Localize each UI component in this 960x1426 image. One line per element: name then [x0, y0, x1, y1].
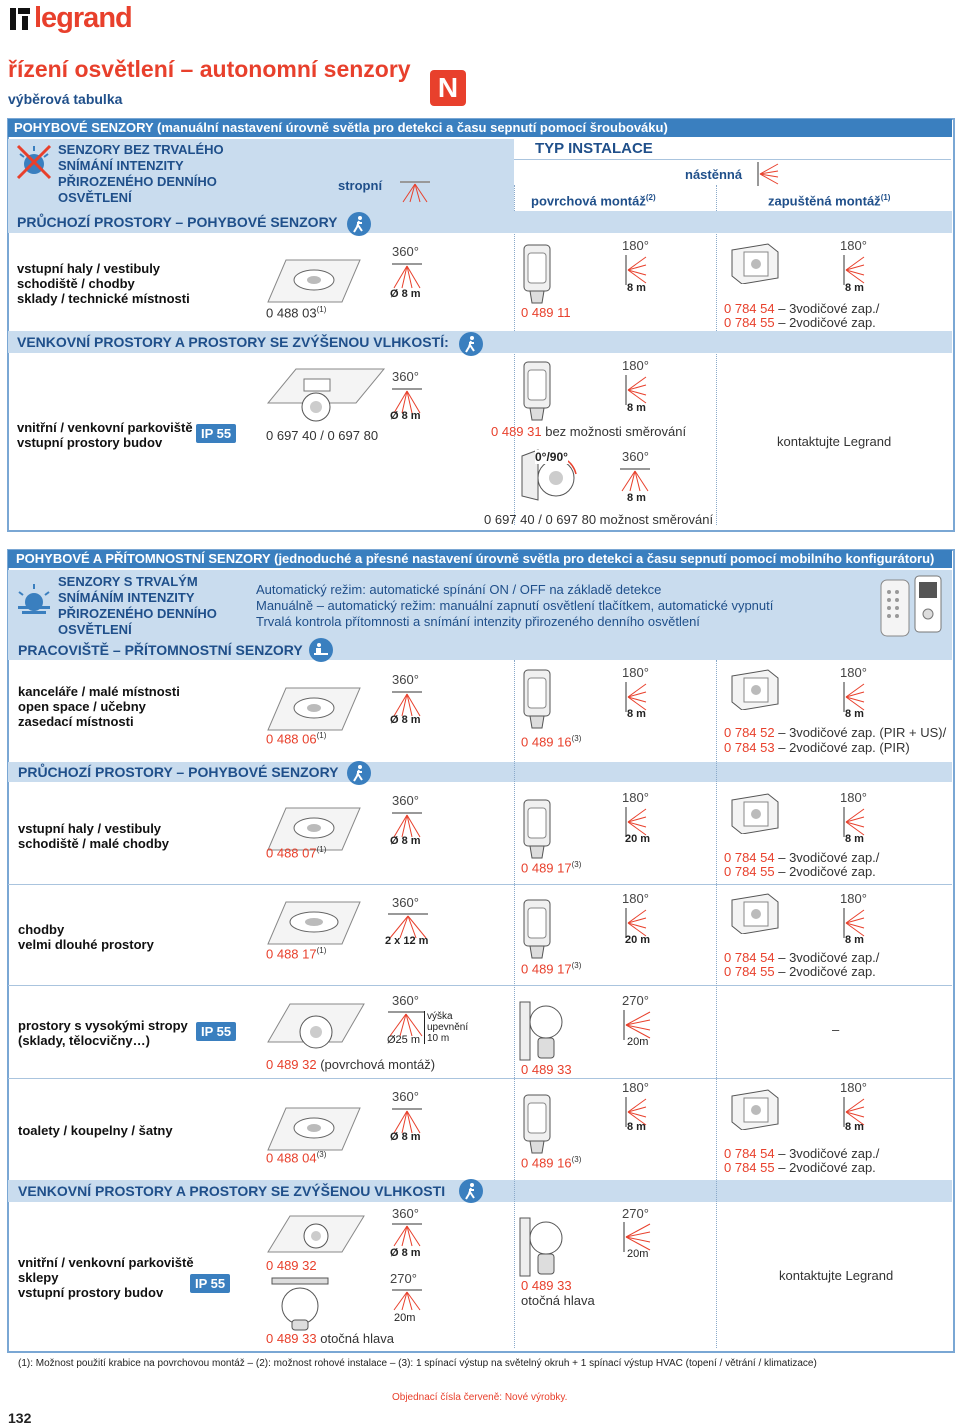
row-divider	[8, 1078, 952, 1079]
ceiling-sensor-product	[266, 258, 362, 304]
code-text: 0 784 55	[724, 315, 775, 330]
code-desc: – 2vodičové zap.	[774, 1160, 876, 1175]
coverage-angle: 360°	[392, 895, 419, 910]
code-note: (3)	[571, 1155, 582, 1164]
wall-coverage-icon	[842, 255, 866, 285]
coverage-angle: 180°	[840, 790, 867, 805]
coverage-range: Ø 8 m	[390, 1131, 421, 1143]
contact-legrand: kontaktujte Legrand	[779, 1268, 894, 1283]
contact-legrand: kontaktujte Legrand	[777, 434, 892, 449]
ip-rating-badge: IP 55	[190, 1274, 230, 1293]
product-code	[521, 860, 581, 875]
code-text: 0 489 17	[521, 860, 572, 876]
coverage-cone-icon	[392, 1222, 422, 1248]
zapustena-label: zapuštěná montáž	[768, 193, 881, 209]
label-line: vnitřní / venkovní parkoviště	[17, 420, 193, 435]
type-line1: SENZORY S TRVALÝM	[58, 574, 198, 589]
stropni-header: stropní	[338, 178, 383, 193]
type-line1: SENZORY BEZ TRVALÉHO	[58, 142, 224, 157]
typ-instalace-header: TYP INSTALACE	[535, 140, 653, 157]
coverage-angle: 360°	[392, 1089, 419, 1104]
flush-sensor-product	[730, 792, 780, 834]
coverage-angle: 180°	[840, 665, 867, 680]
s2-row2-label	[18, 821, 169, 851]
code-note: (1)	[316, 845, 327, 854]
code-text: 0 489 16	[521, 1155, 572, 1171]
coverage-range: Ø 8 m	[390, 288, 421, 300]
label-line: open space / učebny	[18, 699, 146, 714]
sun-cloud-icon	[14, 582, 54, 616]
col-divider	[716, 185, 717, 525]
coverage-range: 8 m	[845, 934, 864, 946]
label-line: toalety / koupelny / šatny	[18, 1123, 173, 1138]
code-note: (1)	[316, 731, 327, 740]
s1-row1-label	[17, 261, 190, 306]
product-code-line	[266, 1057, 435, 1072]
coverage-range: 20m	[627, 1248, 649, 1260]
nastenna-header: nástěnná	[685, 167, 743, 182]
product-code-line	[724, 864, 876, 879]
product-code	[266, 1150, 326, 1165]
coverage-angle: 180°	[622, 358, 649, 373]
flush-sensor-product	[730, 892, 780, 934]
coverage-range: Ø 8 m	[390, 410, 421, 422]
height-line: upevnění	[427, 1022, 469, 1033]
coverage-range: 20m	[394, 1312, 416, 1324]
col-divider	[514, 185, 515, 525]
mounting-height	[424, 1011, 468, 1044]
s1-cat1-title: PRŮCHOZÍ PROSTORY – POHYBOVÉ SENZORY	[17, 214, 338, 230]
label-line: vnitřní / venkovní parkoviště	[18, 1255, 194, 1270]
label-line: prostory s vysokými stropy	[18, 1018, 188, 1033]
dome-sensor-product	[270, 1276, 330, 1332]
s1-cat2-title: VENKOVNÍ PROSTORY A PROSTORY SE ZVÝŠENOU VLHKOSTÍ:	[17, 334, 449, 350]
type-line3: PŘIROZENÉHO DENNÍHO	[58, 174, 217, 189]
product-code: 0 489 11	[521, 305, 571, 320]
section2-type-label	[58, 574, 217, 638]
type-line3: PŘIROZENÉHO DENNÍHO	[58, 606, 217, 621]
povrchova-header	[531, 193, 656, 208]
product-code-line	[724, 850, 879, 865]
code-note: (3)	[571, 734, 582, 743]
product-code-line	[724, 1160, 876, 1175]
info-line: Automatický režim: automatické spínání ON / OFF na základě detekce	[256, 582, 662, 597]
flush-sensor-product	[730, 242, 780, 284]
wall-sensor-product	[520, 798, 554, 860]
coverage-range: 20 m	[625, 833, 651, 845]
wall-sensor-product	[520, 1093, 554, 1155]
coverage-angle: 180°	[622, 665, 649, 680]
walking-person-icon	[346, 211, 372, 237]
label-line: vstupní prostory budov	[17, 435, 163, 450]
code-desc: – 2vodičové zap.	[774, 864, 876, 879]
section1-type-label	[58, 142, 224, 206]
coverage-range: 20m	[627, 1036, 649, 1048]
s2-row5-label	[18, 1123, 173, 1138]
coverage-range: 8 m	[845, 282, 864, 294]
s2-row1-label	[18, 684, 180, 729]
code-text: 0 784 54	[724, 950, 775, 965]
type-line2: SNÍMÁNÍM INTENZITY	[58, 590, 195, 605]
coverage-angle: 360°	[392, 244, 419, 259]
product-code-line	[724, 301, 879, 316]
code-desc: – 3vodičové zap./	[774, 950, 880, 965]
label-line: (sklady, tělocvičny…)	[18, 1033, 150, 1048]
coverage-angle: 360°	[392, 993, 419, 1008]
ceiling-sensor-product	[266, 1106, 362, 1152]
not-available: –	[832, 1022, 840, 1037]
zapustena-header	[768, 193, 890, 208]
code-text: 0 784 55	[724, 864, 775, 879]
logo-text: legrand	[34, 2, 132, 34]
ceiling-sensor-icon	[400, 180, 430, 204]
code-text: 0 488 04	[266, 1150, 317, 1166]
product-code-line	[266, 1331, 394, 1346]
product-note: otočná hlava	[521, 1293, 595, 1308]
desk-person-icon	[308, 637, 334, 663]
walking-person-icon	[458, 1178, 484, 1204]
ceiling-sensor-product	[266, 900, 362, 946]
code-desc: – 3vodičové zap./	[774, 301, 880, 316]
row-divider	[8, 985, 952, 986]
zapustena-note: (1)	[880, 193, 891, 202]
coverage-angle: 180°	[622, 1080, 649, 1095]
dome-wall-sensor-product	[518, 1216, 566, 1278]
coverage-range: 8 m	[845, 833, 864, 845]
ip-rating-badge: IP 55	[196, 1022, 236, 1041]
coverage-range: 2 x 12 m	[385, 935, 429, 947]
label-line: zasedací místnosti	[18, 714, 134, 729]
high-ceiling-sensor-product	[266, 1002, 366, 1054]
col-divider	[514, 660, 515, 1348]
label-line: vstupní prostory budov	[18, 1285, 164, 1300]
coverage-range: 20 m	[625, 934, 651, 946]
coverage-cone-icon	[392, 1288, 422, 1312]
label-line: kanceláře / malé místnosti	[18, 684, 180, 699]
code-text: 0 488 17	[266, 946, 317, 962]
product-code	[521, 1155, 581, 1170]
wall-sensor-icon	[756, 162, 780, 186]
coverage-range: Ø 8 m	[390, 1247, 421, 1259]
s2-cat3-title: VENKOVNÍ PROSTORY A PROSTORY SE ZVÝŠENOU VLHKOSTI	[18, 1183, 446, 1199]
coverage-range: Ø 8 m	[390, 714, 421, 726]
outdoor-ceiling-sensor-product	[266, 367, 386, 423]
wall-sensor-product	[520, 243, 554, 305]
ceiling-sensor-product	[266, 1214, 366, 1254]
code-desc: – 2vodičové zap.	[774, 964, 876, 979]
product-code-line	[724, 964, 876, 979]
product-code-line	[491, 424, 686, 439]
code-desc: – 2vodičové zap.	[774, 315, 876, 330]
code-text: 0 784 54	[724, 850, 775, 865]
product-code: 0 489 32	[266, 1258, 317, 1273]
coverage-angle: 360°	[622, 449, 649, 464]
ceiling-sensor-product	[266, 686, 362, 732]
code-text: 0 489 31	[491, 424, 542, 439]
code-text: 0 488 07	[266, 845, 317, 861]
product-code	[266, 946, 326, 961]
col-divider	[716, 660, 717, 1348]
wall-sensor-product	[520, 360, 554, 422]
wall-sensor-product	[520, 898, 554, 960]
product-code	[521, 961, 581, 976]
coverage-angle: 180°	[622, 790, 649, 805]
code-desc: bez možnosti směrování	[541, 424, 687, 439]
code-desc: – 2vodičové zap. (PIR)	[774, 740, 910, 755]
product-code-line	[724, 725, 946, 740]
info-line: Manuálně – automatický režim: manuální zapnutí osvětlení tlačítkem, automatické vypnutí	[256, 598, 774, 613]
product-code-line	[484, 512, 713, 527]
swivel-angle: 0°/90°	[535, 450, 568, 464]
type-line4: OSVĚTLENÍ	[58, 190, 132, 205]
s2-cat2-title: PRŮCHOZÍ PROSTORY – POHYBOVÉ SENZORY	[18, 764, 339, 780]
product-code-line	[724, 740, 910, 755]
label-line: schodiště / malé chodby	[18, 836, 169, 851]
code-note: (1)	[316, 305, 327, 314]
section2-title-text: POHYBOVÉ A PŘÍTOMNOSTNÍ SENZORY (jednoduché a přesné nastavení úrovně světla pro detekci a času sepnutí pomocí mobilního konfigurátoru)	[16, 551, 935, 566]
product-code: 0 489 33	[521, 1278, 572, 1293]
dome-wall-sensor-product	[518, 1000, 566, 1062]
info-line: Trvalá kontrola přítomnosti a snímání intenzity přirozeného denního osvětlení	[256, 614, 700, 629]
order-note: Objednací čísla červeně: Nové výrobky.	[392, 1392, 568, 1403]
product-code: 0 489 33	[521, 1062, 572, 1077]
page-number: 132	[8, 1410, 32, 1426]
coverage-angle: 270°	[622, 1206, 649, 1221]
product-code: 0 697 40 / 0 697 80	[266, 428, 379, 443]
label-line: vstupní haly / vestibuly	[17, 261, 161, 276]
code-desc: – 3vodičové zap. (PIR + US)/	[774, 725, 947, 740]
type-line2: SNÍMÁNÍ INTENZITY	[58, 158, 184, 173]
wall-sensor-product	[520, 668, 554, 730]
section2-title	[8, 550, 952, 568]
coverage-angle: 180°	[840, 238, 867, 253]
code-text: 0 784 55	[724, 964, 775, 979]
coverage-range: 8 m	[627, 402, 646, 414]
page-subtitle: výběrová tabulka	[8, 91, 123, 107]
code-text: 0 489 33	[266, 1331, 317, 1346]
coverage-angle: 360°	[392, 672, 419, 687]
s1-row2-label	[17, 420, 193, 450]
label-line: velmi dlouhé prostory	[18, 937, 154, 952]
section1-title	[8, 119, 952, 137]
code-text: 0 488 03	[266, 305, 317, 321]
walking-person-icon	[346, 760, 372, 786]
label-line: chodby	[18, 922, 65, 937]
s2-cat1-title: PRACOVIŠTĚ – PŘÍTOMNOSTNÍ SENZORY	[18, 642, 303, 658]
label-line: sklepy	[18, 1270, 59, 1285]
coverage-angle: 270°	[390, 1271, 417, 1286]
coverage-angle: 270°	[622, 993, 649, 1008]
coverage-angle: 360°	[392, 793, 419, 808]
code-desc: (povrchová montáž)	[316, 1057, 436, 1072]
logo-mark-icon	[8, 6, 32, 34]
type-line4: OSVĚTLENÍ	[58, 622, 132, 637]
s2-row4-label	[18, 1018, 188, 1048]
code-note: (1)	[316, 946, 327, 955]
code-text: 0 784 54	[724, 1146, 775, 1161]
new-badge-label: N	[437, 72, 459, 103]
product-code-line	[724, 950, 879, 965]
coverage-range: 8 m	[627, 282, 646, 294]
coverage-angle: 180°	[840, 891, 867, 906]
coverage-angle: 360°	[392, 369, 419, 384]
code-desc: – 3vodičové zap./	[774, 850, 880, 865]
wall-coverage-icon	[624, 375, 648, 405]
page-title: řízení osvětlení – autonomní senzory	[8, 56, 411, 82]
coverage-range: 8 m	[627, 1121, 646, 1133]
wall-coverage-icon	[624, 255, 648, 285]
s2-row6-label	[18, 1255, 194, 1300]
flush-sensor-product	[730, 1088, 780, 1130]
product-code	[266, 305, 326, 320]
product-code	[521, 734, 581, 749]
coverage-angle: 360°	[392, 1206, 419, 1221]
label-line: schodiště / chodby	[17, 276, 135, 291]
section1-title-text: POHYBOVÉ SENZORY (manuální nastavení úrovně světla pro detekci a času sepnutí pomocí šroubováku)	[14, 120, 668, 135]
code-note: (3)	[571, 961, 582, 970]
no-sun-icon	[14, 142, 54, 182]
product-code-line	[724, 315, 876, 330]
code-text: 0 488 06	[266, 731, 317, 747]
height-line: výška	[427, 1011, 453, 1022]
footnote: (1): Možnost použití krabice na povrchovou montáž – (2): možnost rohové instalace – (3): 1 spínací výstup na světelný okruh + 1 spínací výstup HVAC (topení / větrání / klimatizace)	[18, 1358, 817, 1369]
coverage-range: 8 m	[845, 708, 864, 720]
code-text: 0 784 52	[724, 725, 775, 740]
code-desc: možnost směrování	[596, 512, 714, 527]
walking-person-icon	[458, 331, 484, 357]
code-note: (3)	[571, 860, 582, 869]
code-text: 0 784 55	[724, 1160, 775, 1175]
row-divider	[8, 884, 952, 885]
product-code	[266, 845, 326, 860]
code-text: 0 784 54	[724, 301, 775, 316]
code-desc: otočná hlava	[316, 1331, 394, 1346]
code-desc: – 3vodičové zap./	[774, 1146, 880, 1161]
coverage-angle: 180°	[622, 238, 649, 253]
povrchova-label: povrchová montáž	[531, 193, 646, 209]
code-note: (3)	[316, 1150, 327, 1159]
coverage-range: 8 m	[627, 708, 646, 720]
coverage-angle: 180°	[622, 891, 649, 906]
label-line: vstupní haly / vestibuly	[18, 821, 162, 836]
code-text: 0 489 17	[521, 961, 572, 977]
ip-rating-badge: IP 55	[196, 424, 236, 443]
header-divider	[514, 159, 951, 160]
coverage-range: Ø 8 m	[390, 835, 421, 847]
label-line: sklady / technické místnosti	[17, 291, 190, 306]
section2-info	[256, 582, 773, 630]
height-line: 10 m	[427, 1033, 450, 1044]
coverage-range: Ø25 m	[387, 1034, 421, 1046]
coverage-range: 8 m	[845, 1121, 864, 1133]
code-text: 0 697 40 / 0 697 80	[484, 512, 597, 527]
code-text: 0 489 16	[521, 734, 572, 750]
new-badge	[430, 70, 466, 106]
coverage-range: 8 m	[627, 492, 646, 504]
povrchova-note: (2)	[645, 193, 656, 202]
coverage-angle: 180°	[840, 1080, 867, 1095]
s2-row3-label	[18, 922, 154, 952]
code-text: 0 784 53	[724, 740, 775, 755]
code-text: 0 489 32	[266, 1057, 317, 1072]
product-code	[266, 731, 326, 746]
remote-configurator-icon	[875, 574, 947, 638]
flush-sensor-product	[730, 668, 780, 710]
product-code-line	[724, 1146, 879, 1161]
